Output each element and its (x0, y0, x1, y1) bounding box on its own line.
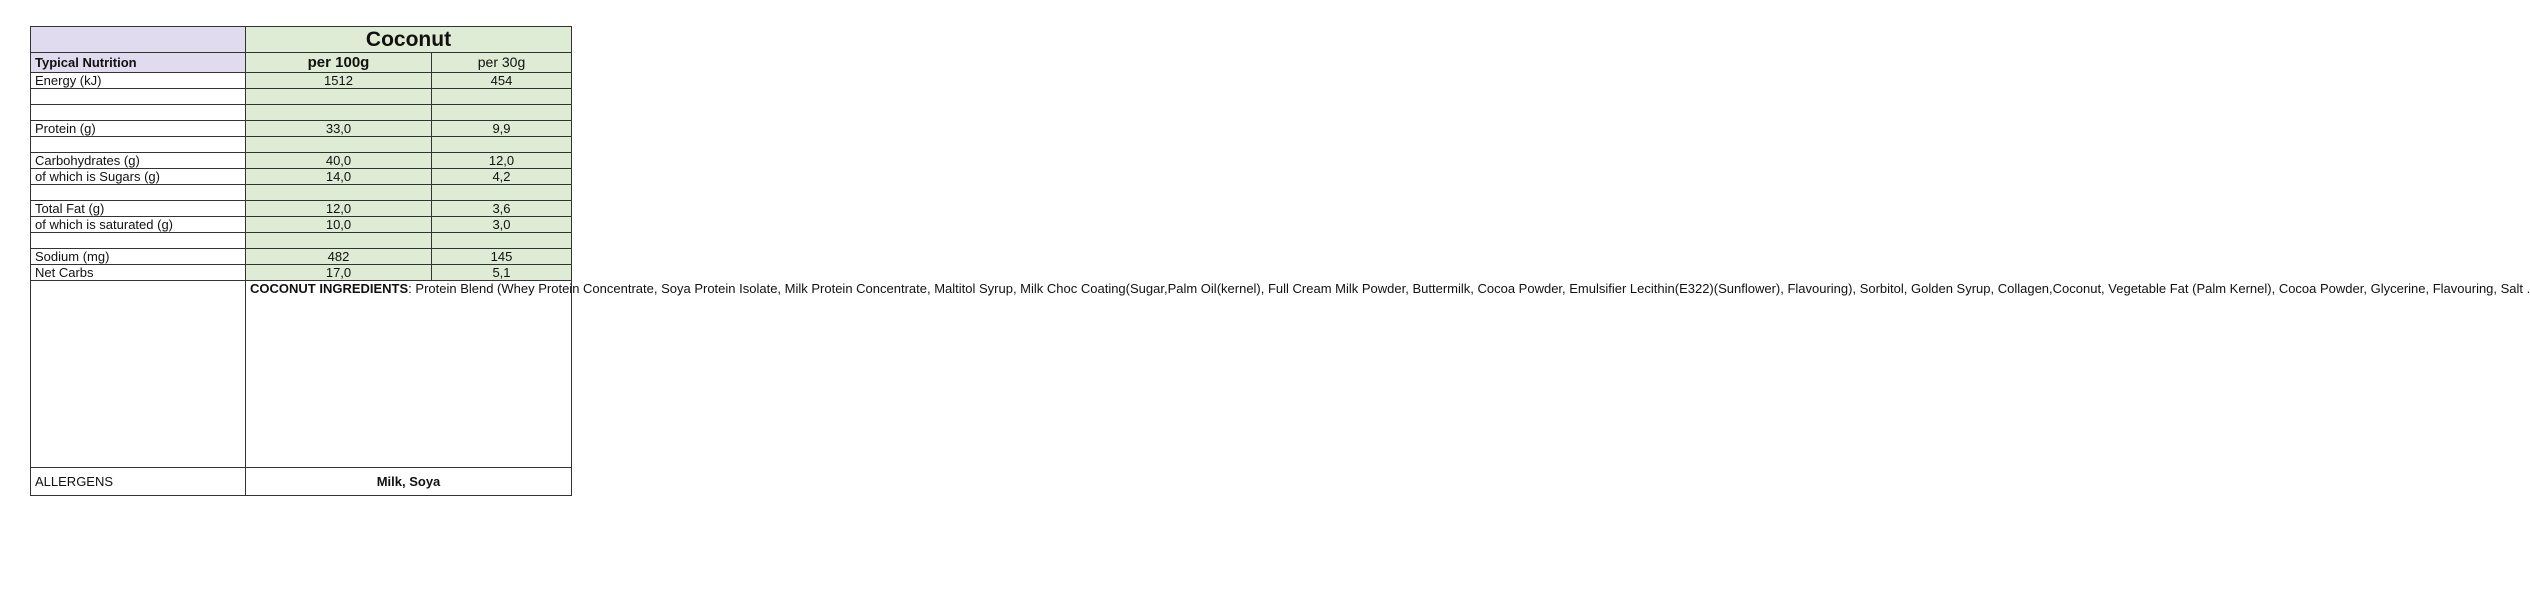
title-blank-cell (31, 27, 246, 53)
nutrient-label: Energy (kJ) (31, 73, 246, 89)
allergens-row (31, 468, 572, 496)
value-per-100g: 1512 (246, 73, 432, 89)
ingredients-text: : Protein Blend (Whey Protein Concentrate, Soya Protein Isolate, Milk Protein Concentrate, Maltitol Syrup, Milk Choc Coating(Sugar,Palm Oil(kernel), Full Cream Milk Powder, Buttermilk, Cocoa Powder, Emulsifier Lecithin(E322)(Sunflower), Flavouring), Sorbitol, Golden Syrup, Collagen,Coconut, Vegetable Fat (Palm Kernel), Cocoa Powder, Glycerine, Flavouring, Salt . (408, 281, 2530, 296)
ingredients-blank-cell (31, 281, 246, 468)
value-per-100g (246, 89, 432, 105)
value-per-100g: 482 (246, 249, 432, 265)
value-per-100g (246, 185, 432, 201)
value-per-30g (432, 185, 572, 201)
nutrition-row (31, 217, 572, 233)
value-per-100g: 12,0 (246, 201, 432, 217)
value-per-100g: 14,0 (246, 169, 432, 185)
value-per-30g: 3,0 (432, 217, 572, 233)
allergens-values: Milk, Soya (246, 468, 572, 496)
per-30g-header: per 30g (432, 53, 572, 73)
nutrition-row (31, 121, 572, 137)
nutrient-label: of which is Sugars (g) (31, 169, 246, 185)
value-per-30g: 4,2 (432, 169, 572, 185)
nutrition-row (31, 265, 572, 281)
value-per-30g: 3,6 (432, 201, 572, 217)
nutrient-label: Protein (g) (31, 121, 246, 137)
value-per-30g: 145 (432, 249, 572, 265)
value-per-30g (432, 89, 572, 105)
value-per-100g: 40,0 (246, 153, 432, 169)
nutrition-row (31, 233, 572, 249)
allergens-label: ALLERGENS (31, 468, 246, 496)
nutrition-row (31, 169, 572, 185)
value-per-30g: 12,0 (432, 153, 572, 169)
nutrient-label: of which is saturated (g) (31, 217, 246, 233)
nutrition-row (31, 153, 572, 169)
nutrient-label: Carbohydrates (g) (31, 153, 246, 169)
typical-nutrition-header: Typical Nutrition (31, 53, 246, 73)
nutrition-table (30, 26, 2530, 496)
nutrient-label (31, 105, 246, 121)
nutrient-label (31, 185, 246, 201)
per-100g-header: per 100g (246, 53, 432, 73)
nutrition-row (31, 185, 572, 201)
value-per-100g: 10,0 (246, 217, 432, 233)
nutrition-row (31, 105, 572, 121)
nutrition-row (31, 73, 572, 89)
nutrition-row (31, 201, 572, 217)
value-per-30g: 5,1 (432, 265, 572, 281)
nutrient-label: Net Carbs (31, 265, 246, 281)
value-per-100g: 17,0 (246, 265, 432, 281)
nutrient-label: Sodium (mg) (31, 249, 246, 265)
value-per-100g (246, 233, 432, 249)
nutrient-label (31, 233, 246, 249)
value-per-100g (246, 137, 432, 153)
nutrition-row (31, 249, 572, 265)
nutrient-label: Total Fat (g) (31, 201, 246, 217)
nutrient-label (31, 89, 246, 105)
nutrient-label (31, 137, 246, 153)
product-title: Coconut (246, 27, 572, 53)
title-row (31, 27, 572, 53)
nutrition-row (31, 137, 572, 153)
header-row (31, 53, 572, 73)
value-per-30g: 9,9 (432, 121, 572, 137)
value-per-100g (246, 105, 432, 121)
ingredients-cell (246, 281, 2530, 468)
value-per-30g (432, 137, 572, 153)
value-per-30g (432, 105, 572, 121)
ingredients-label: COCONUT INGREDIENTS (250, 281, 409, 296)
value-per-100g: 33,0 (246, 121, 432, 137)
value-per-30g (432, 233, 572, 249)
value-per-30g: 454 (432, 73, 572, 89)
nutrition-row (31, 89, 572, 105)
ingredients-row (31, 281, 572, 468)
